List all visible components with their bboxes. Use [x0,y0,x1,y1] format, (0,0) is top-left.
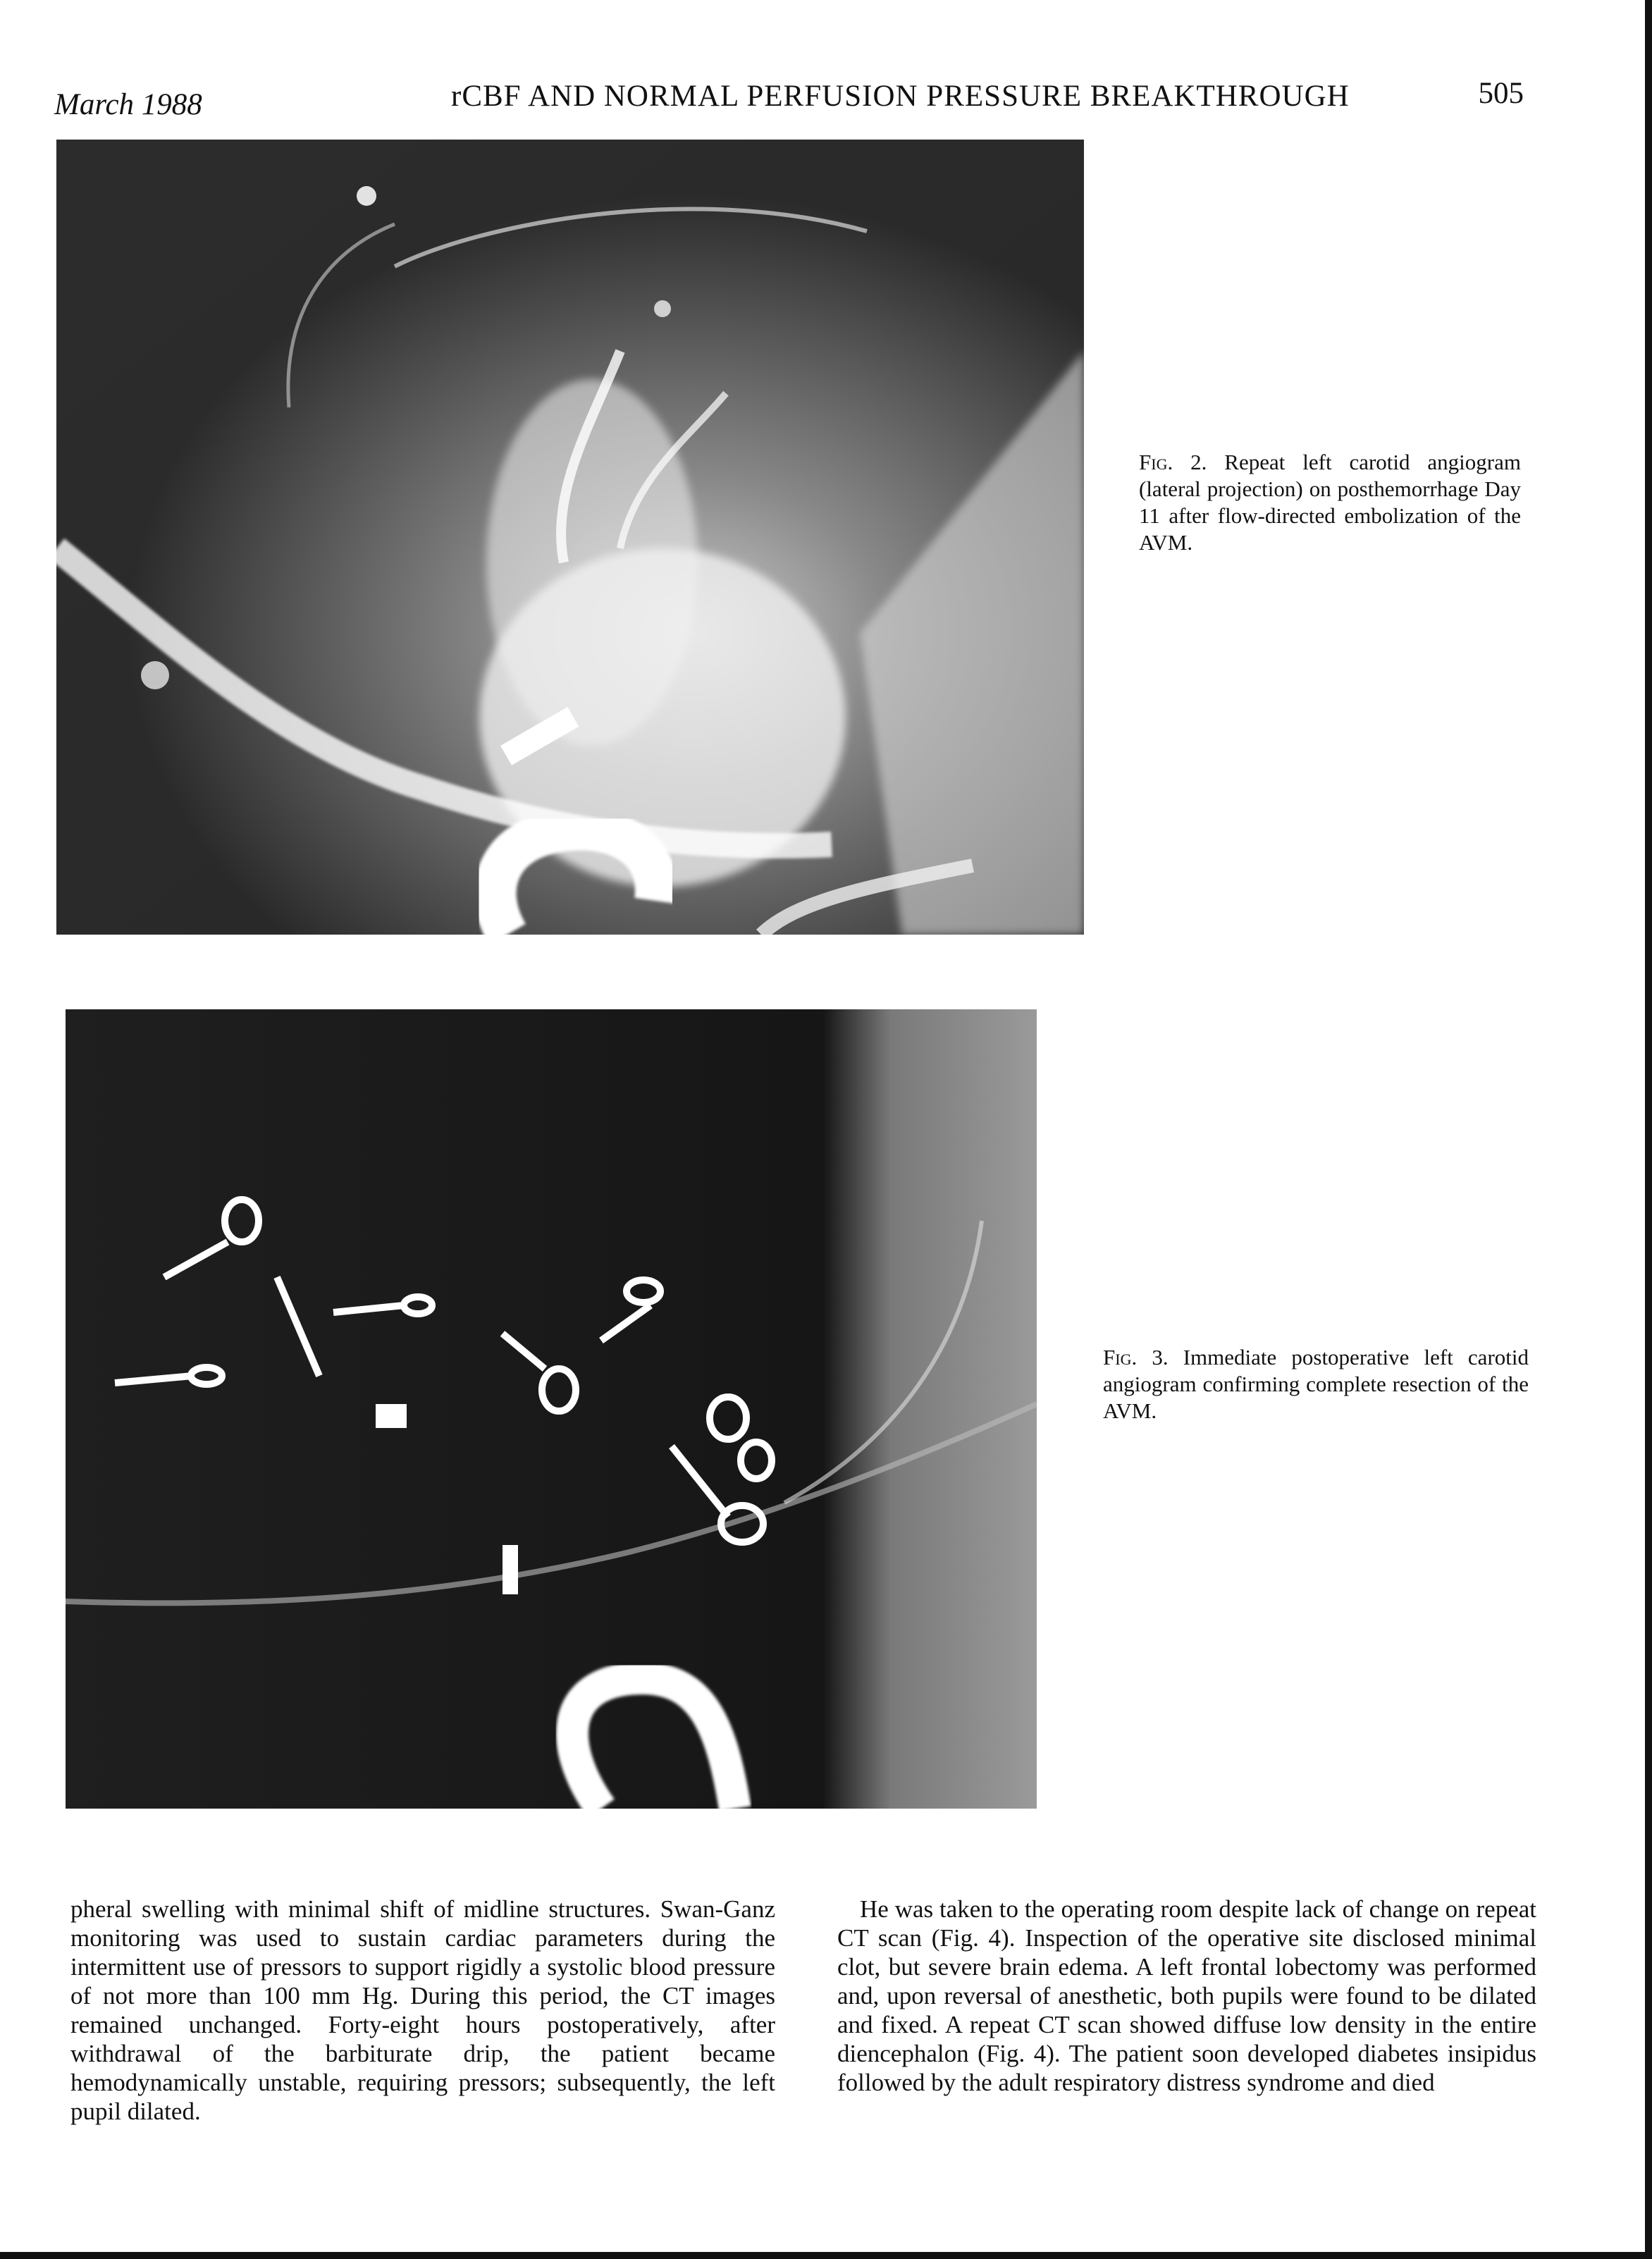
figure-3-caption-label: Fig. [1103,1345,1138,1369]
page-number: 505 [1478,77,1524,110]
figure-3-angiogram [66,1009,1037,1809]
angiogram-image-3 [66,1009,1037,1809]
body-text-left-column: pheral swelling with minimal shift of midline structures. Swan-Ganz monitoring was used to sustain cardiac parameters during the intermittent use of pressors to support rigidly a systolic blood pressure of not more than 100 mm Hg. During this period, the CT images remained unchanged. Forty-eight hours postoperatively, after withdrawal of the barbiturate drip, the patient became hemodynamically unstable, requiring pressors; subsequently, the left pupil dilated. [70,1895,775,2125]
figure-3-caption [1103,1344,1529,1424]
figure-2-caption-text: 2. Repeat left carotid angiogram (lateral projection) on posthemorrhage Day 11 after flow-directed embolization of the AVM. [1139,450,1521,555]
figure-2-angiogram [56,140,1084,935]
header-date: March 1988 [54,88,202,121]
angiogram-image-2 [56,140,1084,935]
body-text-right-column: He was taken to the operating room despite lack of change on repeat CT scan (Fig. 4). Inspection of the operative site disclosed minimal clot, but severe brain edema. A left frontal lobectomy was performed and, upon reversal of anesthetic, both pupils were found to be dilated and fixed. A repeat CT scan showed diffuse low density in the entire diencephalon (Fig. 4). The patient soon developed diabetes insipidus followed by the adult respiratory distress syndrome and died [837,1895,1536,2096]
header-title: rCBF AND NORMAL PERFUSION PRESSURE BREAKTHROUGH [451,80,1350,113]
figure-3-caption-text: 3. Immediate postoperative left carotid angiogram confirming complete resection of the AVM. [1103,1345,1529,1423]
running-header [51,73,1524,123]
figure-2-caption [1139,449,1521,556]
figure-2-caption-label: Fig. [1139,450,1173,474]
